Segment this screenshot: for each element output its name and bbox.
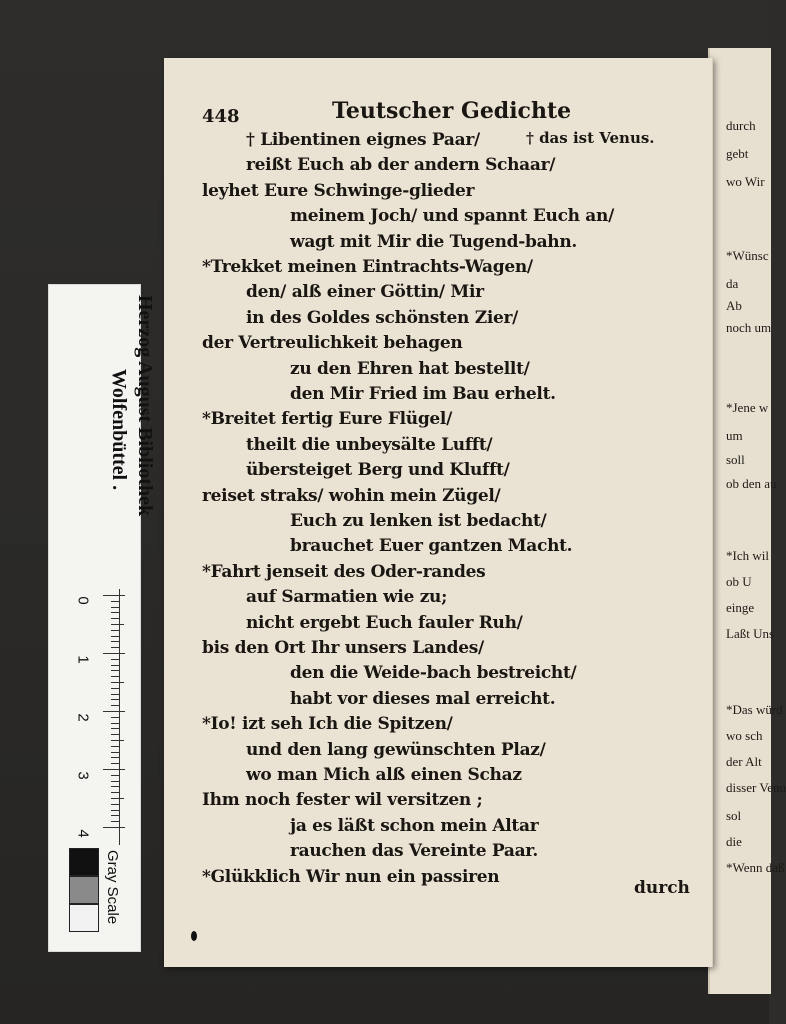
catchword: durch xyxy=(634,878,690,898)
poem-line: *Glükklich Wir nun ein passiren xyxy=(202,866,500,887)
poem-line: *Fahrt jenseit des Oder-randes xyxy=(202,561,486,582)
ruler-tick xyxy=(111,792,119,793)
facing-page-fragment: um xyxy=(726,428,743,443)
ruler-tick xyxy=(111,607,119,608)
ruler-tick xyxy=(103,711,125,712)
ruler-number-3: 3 xyxy=(74,771,92,780)
facing-page-fragment: *Das würd xyxy=(726,702,783,717)
facing-page-fragment: einge xyxy=(726,600,755,615)
ruler-tick xyxy=(103,769,125,770)
poem-line: nicht ergebt Euch fauler Ruh/ xyxy=(246,612,523,633)
poem-line: † Libentinen eignes Paar/ xyxy=(246,130,480,150)
ruler-number-0: 0 xyxy=(74,596,92,605)
ruler-tick xyxy=(111,815,119,816)
poem-line: leyhet Eure Schwinge-glieder xyxy=(202,180,475,201)
ruler-tick xyxy=(111,659,119,660)
poem-line: bis den Ort Ihr unsers Landes/ xyxy=(202,638,484,658)
poem-line: den Mir Fried im Bau erhelt. xyxy=(290,384,556,404)
ruler-tick xyxy=(111,775,119,776)
ruler-tick xyxy=(111,746,119,747)
gray-swatch-white xyxy=(69,904,99,932)
poem-line: Ihm noch fester wil versitzen ; xyxy=(202,790,483,811)
facing-page-fragment: soll xyxy=(726,452,745,467)
facing-page-fragment: da xyxy=(726,276,739,291)
reference-ruler xyxy=(48,284,156,952)
ruler-tick xyxy=(111,786,119,787)
poem-line: in des Goldes schönsten Zier/ xyxy=(246,307,519,328)
ruler-tick xyxy=(111,665,119,666)
facing-page-fragment: disser Venu xyxy=(726,780,786,795)
ruler-tick xyxy=(111,624,124,625)
poem-line: und den lang gewünschten Plaz/ xyxy=(246,739,546,760)
ruler-tick xyxy=(103,827,125,828)
ruler-tick xyxy=(111,705,119,706)
ruler-tick xyxy=(111,723,119,724)
ruler-tick xyxy=(111,821,119,822)
ruler-tick xyxy=(111,647,119,648)
gray-swatch-mid xyxy=(69,876,99,904)
ruler-tick xyxy=(103,595,125,596)
ruler-institution-line2: Wolfenbüttel . xyxy=(108,369,130,491)
facing-page-fragment: durch xyxy=(726,118,756,133)
ruler-tick xyxy=(111,757,119,758)
ruler-number-2: 2 xyxy=(74,713,92,722)
facing-page-fragment: gebt xyxy=(726,146,749,161)
facing-page-fragment: ob U xyxy=(726,574,752,589)
ruler-tick xyxy=(111,699,119,700)
poem-line: theilt die unbeysälte Lufft/ xyxy=(246,434,493,455)
book-page xyxy=(164,58,713,967)
facing-page-fragment: Ab xyxy=(726,298,742,313)
ruler-tick xyxy=(111,804,119,805)
ruler-tick xyxy=(111,612,119,613)
ruler-tick xyxy=(103,653,125,654)
poem-line: brauchet Euer gantzen Macht. xyxy=(290,536,573,557)
poem-line: rauchen das Vereinte Paar. xyxy=(290,841,539,862)
ruler-tick xyxy=(111,694,119,695)
poem-line: *Breitet fertig Eure Flügel/ xyxy=(202,409,452,430)
page-number: 448 xyxy=(202,106,240,127)
facing-page xyxy=(708,48,786,994)
poem-line: zu den Ehren hat bestellt/ xyxy=(290,358,530,379)
poem-line: habt vor dieses mal erreicht. xyxy=(290,688,556,709)
ruler-tick xyxy=(111,641,119,642)
ruler-tick xyxy=(111,601,119,602)
gray-swatch-black xyxy=(69,848,99,876)
poem-line: *Io! izt seh Ich die Spitzen/ xyxy=(202,714,453,735)
poem-line: auf Sarmatien wie zu; xyxy=(246,587,448,608)
ruler-tick xyxy=(111,636,119,637)
ruler-institution-line1: Herzog August Bibliothek xyxy=(134,295,156,517)
ruler-number-1: 1 xyxy=(74,655,92,664)
facing-page-fragment: ob den au xyxy=(726,476,777,491)
ruler-tick xyxy=(111,682,124,683)
facing-page-fragment: sol xyxy=(726,808,742,823)
facing-page-fragment: *Jene w xyxy=(726,400,769,415)
facing-page-fragment: noch um xyxy=(726,320,772,335)
facing-page-fragment: der Alt xyxy=(726,754,762,769)
ruler-tick xyxy=(111,763,119,764)
facing-page-fragment: wo Wir xyxy=(726,174,765,189)
facing-page-fragment: *Ich wil xyxy=(726,548,769,563)
ruler-tick xyxy=(111,740,124,741)
poem-line: wagt mit Mir die Tugend-bahn. xyxy=(290,231,578,252)
ruler-tick xyxy=(111,676,119,677)
ruler-tick xyxy=(111,630,119,631)
facing-page-fragment: Laßt Uns xyxy=(726,626,775,641)
ruler-tick xyxy=(111,717,119,718)
ruler-tick xyxy=(111,728,119,729)
margin-note: † das ist Venus. xyxy=(526,129,655,147)
poem-line: den die Weide-bach bestreicht/ xyxy=(290,663,577,684)
ruler-tick xyxy=(111,688,119,689)
facing-page-fragment: die xyxy=(726,834,742,849)
gray-scale-label: Gray Scale xyxy=(104,850,121,925)
ruler-tick xyxy=(111,810,119,811)
poem-line: reißt Euch ab der andern Schaar/ xyxy=(246,155,556,176)
ruler-tick xyxy=(111,618,119,619)
ruler-tick xyxy=(111,798,124,799)
ruler-tick xyxy=(111,670,119,671)
poem-line: *Trekket meinen Eintrachts-Wagen/ xyxy=(202,257,533,277)
poem-line: wo man Mich alß einen Schaz xyxy=(246,765,522,785)
ruler-number-4: 4 xyxy=(74,829,92,838)
poem-line: übersteiget Berg und Klufft/ xyxy=(246,460,510,481)
page-title: Teutscher Gedichte xyxy=(332,98,572,124)
poem-line: der Vertreulichkeit behagen xyxy=(202,333,463,354)
facing-page-fragment: *Wünsc xyxy=(726,248,769,263)
ruler-tick xyxy=(111,781,119,782)
facing-page-fragment: *Wenn daß xyxy=(726,860,785,875)
poem-line: reiset straks/ wohin mein Zügel/ xyxy=(202,485,501,506)
ruler-tick xyxy=(111,734,119,735)
poem-line: ja es läßt schon mein Altar xyxy=(290,815,539,836)
ruler-scale-line xyxy=(119,589,120,845)
poem-line: meinem Joch/ und spannt Euch an/ xyxy=(290,206,614,227)
poem-line: den/ alß einer Göttin/ Mir xyxy=(246,282,484,303)
ink-spot xyxy=(191,931,197,941)
poem-line: Euch zu lenken ist bedacht/ xyxy=(290,511,547,531)
facing-page-fragment: wo sch xyxy=(726,728,763,743)
ruler-tick xyxy=(111,752,119,753)
